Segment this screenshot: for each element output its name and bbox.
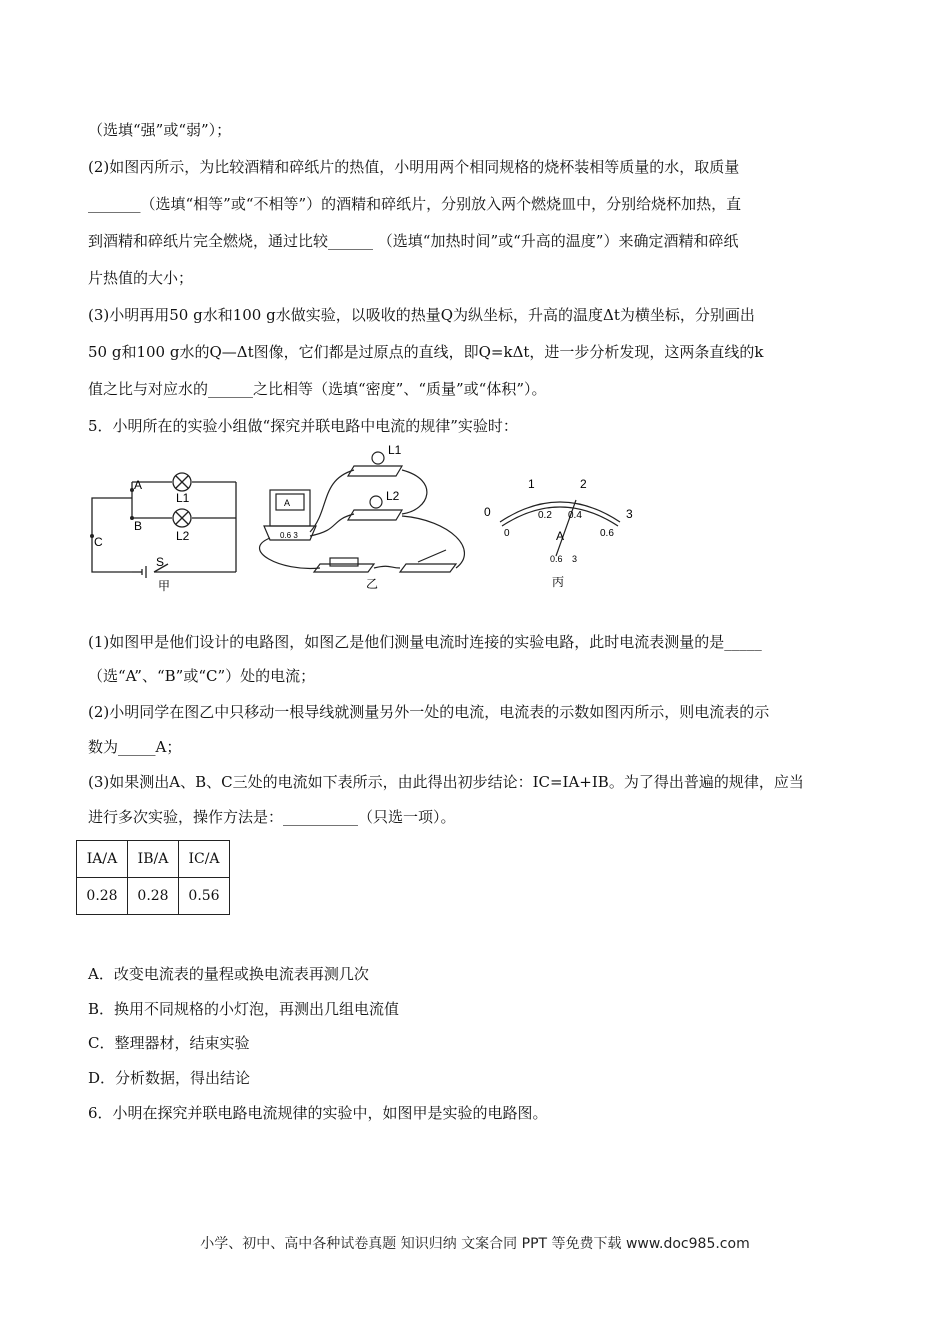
terminal-label: 3 <box>572 554 578 564</box>
meter-terminals: 0.6 3 <box>280 531 298 540</box>
switch-label: S <box>156 555 165 569</box>
figure-caption: 乙 <box>366 577 379 590</box>
question-5: 5．小明所在的实验小组做“探究并联电路中电流的规律”实验时： <box>88 417 518 435</box>
text-line: _______（选填“相等”或“不相等”）的酒精和碎纸片，分别放入两个燃烧皿中，分别给烧杯加热，直 <box>88 195 742 213</box>
text-line: （选填“强”或“弱”）； <box>88 121 232 139</box>
text-line: (2)小明同学在图乙中只移动一根导线就测量另外一处的电流，电流表的示数如图丙所示，则电流表的示 <box>88 703 770 721</box>
point-label: B <box>134 519 143 533</box>
outer-tick: 0 <box>484 505 491 519</box>
lamp-label: L2 <box>386 489 400 503</box>
table-header: IB/A <box>128 841 179 878</box>
option-a: A．改变电流表的量程或换电流表再测几次 <box>88 965 369 983</box>
text-line: 值之比与对应水的______之比相等（选填“密度”、“质量”或“体积”）。 <box>88 380 547 398</box>
text-line: (2)如图丙所示，为比较酒精和碎纸片的热值，小明用两个相同规格的烧杯装相等质量的水，取质量 <box>88 158 740 176</box>
inner-tick: 0.2 <box>538 510 552 521</box>
text-line: （选“A”、“B”或“C”）处的电流； <box>88 667 316 685</box>
text-line: 进行多次实验，操作方法是：__________（只选一项）。 <box>88 808 456 826</box>
outer-tick: 2 <box>580 477 587 491</box>
text-line: (1)如图甲是他们设计的电路图，如图乙是他们测量电流时连接的实验电路，此时电流表测量的是_____ <box>88 633 762 651</box>
ammeter-dial-bing <box>480 472 640 592</box>
option-c: C．整理器材，结束实验 <box>88 1034 250 1052</box>
question-6: 6．小明在探究并联电路电流规律的实验中，如图甲是实验的电路图。 <box>88 1104 548 1122</box>
unit-label: A <box>556 529 565 543</box>
point-label: A <box>134 478 143 492</box>
physical-circuit-yi <box>250 440 470 590</box>
text-line: 数为_____A； <box>88 738 182 756</box>
footer-text: 小学、初中、高中各种试卷真题 知识归纳 文案合同 PPT 等免费下载 www.doc985.com <box>200 1236 750 1252</box>
text-line: 50 g和100 g水的Q—Δt图像，它们都是过原点的直线，即Q=kΔt，进一步分析发现，这两条直线的k <box>88 343 764 361</box>
figure-caption: 甲 <box>158 579 171 592</box>
table-row <box>77 878 230 915</box>
table-header: IC/A <box>179 841 230 878</box>
text-line: (3)小明再用50 g水和100 g水做实验，以吸收的热量Q为纵坐标，升高的温度Δt为横坐标，分别画出 <box>88 306 755 324</box>
table-cell: 0.56 <box>179 878 230 915</box>
lamp-label: L1 <box>388 443 402 457</box>
table-header-row <box>77 841 230 878</box>
current-table <box>76 840 230 915</box>
option-d: D．分析数据，得出结论 <box>88 1069 251 1087</box>
text-line: 片热值的大小； <box>88 269 194 287</box>
circuit-diagram-jia <box>84 462 244 592</box>
option-b: B．换用不同规格的小灯泡，再测出几组电流值 <box>88 1000 400 1018</box>
outer-tick: 3 <box>626 507 633 521</box>
inner-tick: 0.6 <box>600 528 614 539</box>
table-cell: 0.28 <box>128 878 179 915</box>
text-line: 到酒精和碎纸片完全燃烧，通过比较______ （选填“加热时间”或“升高的温度”）来确定酒精和碎纸 <box>88 232 739 250</box>
inner-tick: 0.4 <box>568 510 582 521</box>
inner-tick: 0 <box>504 528 510 539</box>
outer-tick: 1 <box>528 477 535 491</box>
figure-caption: 丙 <box>552 575 565 589</box>
lamp-label: L2 <box>176 529 190 543</box>
point-label: C <box>94 535 103 549</box>
meter-label: A <box>284 498 291 508</box>
lamp-label: L1 <box>176 491 190 505</box>
table-header: IA/A <box>77 841 128 878</box>
terminal-label: 0.6 <box>550 554 563 564</box>
table-cell: 0.28 <box>77 878 128 915</box>
text-line: (3)如果测出A、B、C三处的电流如下表所示，由此得出初步结论：IC=IA+IB。为了得出普遍的规律，应当 <box>88 773 804 791</box>
